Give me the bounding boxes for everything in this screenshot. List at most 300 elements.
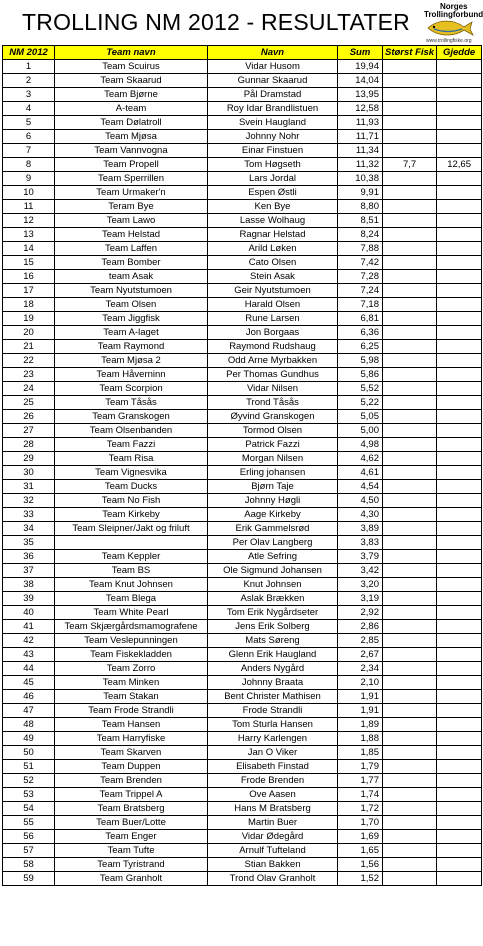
cell-sum: 6,25 xyxy=(338,340,383,354)
cell-pike xyxy=(437,312,482,326)
cell-name: Lasse Wolhaug xyxy=(208,214,338,228)
cell-team: Team Raymond xyxy=(55,340,208,354)
cell-rank: 6 xyxy=(3,130,55,144)
cell-biggest-fish xyxy=(383,130,437,144)
table-row xyxy=(3,256,482,270)
cell-rank: 15 xyxy=(3,256,55,270)
cell-name: Morgan Nilsen xyxy=(208,452,338,466)
cell-pike xyxy=(437,816,482,830)
cell-team: Team Buer/Lotte xyxy=(55,816,208,830)
table-row xyxy=(3,830,482,844)
cell-pike xyxy=(437,284,482,298)
cell-pike xyxy=(437,634,482,648)
cell-sum: 2,10 xyxy=(338,676,383,690)
cell-name: Lars Jordal xyxy=(208,172,338,186)
cell-biggest-fish xyxy=(383,564,437,578)
cell-pike xyxy=(437,564,482,578)
cell-team: Team Sleipner/Jakt og friluft xyxy=(55,522,208,536)
cell-rank: 29 xyxy=(3,452,55,466)
cell-biggest-fish xyxy=(383,872,437,886)
table-row xyxy=(3,228,482,242)
cell-name: Odd Arne Myrbakken xyxy=(208,354,338,368)
cell-pike xyxy=(437,130,482,144)
page-header xyxy=(0,0,483,46)
table-row xyxy=(3,452,482,466)
cell-team: Team Duppen xyxy=(55,760,208,774)
table-row xyxy=(3,200,482,214)
cell-name: Aage Kirkeby xyxy=(208,508,338,522)
cell-sum: 4,30 xyxy=(338,508,383,522)
cell-biggest-fish xyxy=(383,732,437,746)
cell-team: Team Bratsberg xyxy=(55,802,208,816)
cell-rank: 53 xyxy=(3,788,55,802)
cell-sum: 8,80 xyxy=(338,200,383,214)
cell-sum: 1,52 xyxy=(338,872,383,886)
cell-team: Team Minken xyxy=(55,676,208,690)
table-row xyxy=(3,634,482,648)
cell-name: Stein Asak xyxy=(208,270,338,284)
cell-pike xyxy=(437,326,482,340)
cell-team: Team Hansen xyxy=(55,718,208,732)
cell-sum: 1,91 xyxy=(338,704,383,718)
cell-rank: 4 xyxy=(3,102,55,116)
cell-sum: 2,92 xyxy=(338,606,383,620)
cell-team: Team White Pearl xyxy=(55,606,208,620)
cell-rank: 7 xyxy=(3,144,55,158)
cell-sum: 6,81 xyxy=(338,312,383,326)
cell-sum: 3,20 xyxy=(338,578,383,592)
cell-sum: 1,74 xyxy=(338,788,383,802)
cell-team: Team Tyristrand xyxy=(55,858,208,872)
cell-team: Team Brenden xyxy=(55,774,208,788)
cell-rank: 44 xyxy=(3,662,55,676)
logo xyxy=(418,0,482,46)
cell-pike xyxy=(437,270,482,284)
cell-pike xyxy=(437,74,482,88)
cell-biggest-fish xyxy=(383,340,437,354)
cell-pike xyxy=(437,466,482,480)
cell-sum: 7,88 xyxy=(338,242,383,256)
cell-team: Team Knut Johnsen xyxy=(55,578,208,592)
cell-name: Johnny Høgli xyxy=(208,494,338,508)
cell-pike xyxy=(437,424,482,438)
cell-sum: 11,32 xyxy=(338,158,383,172)
cell-sum: 1,72 xyxy=(338,802,383,816)
cell-biggest-fish xyxy=(383,74,437,88)
cell-name: Ove Aasen xyxy=(208,788,338,802)
cell-name: Hans M Bratsberg xyxy=(208,802,338,816)
cell-team: team Asak xyxy=(55,270,208,284)
table-row xyxy=(3,662,482,676)
cell-team: Team Trippel A xyxy=(55,788,208,802)
cell-name: Knut Johnsen xyxy=(208,578,338,592)
cell-biggest-fish xyxy=(383,508,437,522)
table-row xyxy=(3,438,482,452)
cell-sum: 11,34 xyxy=(338,144,383,158)
cell-biggest-fish xyxy=(383,522,437,536)
cell-name: Jens Erik Solberg xyxy=(208,620,338,634)
cell-sum: 14,04 xyxy=(338,74,383,88)
cell-pike xyxy=(437,214,482,228)
cell-rank: 32 xyxy=(3,494,55,508)
cell-rank: 17 xyxy=(3,284,55,298)
cell-team: Team BS xyxy=(55,564,208,578)
table-row xyxy=(3,732,482,746)
table-row xyxy=(3,522,482,536)
table-row xyxy=(3,592,482,606)
cell-team: Team Tufte xyxy=(55,844,208,858)
cell-team: Team Enger xyxy=(55,830,208,844)
cell-name: Cato Olsen xyxy=(208,256,338,270)
cell-rank: 41 xyxy=(3,620,55,634)
cell-team: Team No Fish xyxy=(55,494,208,508)
cell-rank: 55 xyxy=(3,816,55,830)
table-row xyxy=(3,578,482,592)
cell-pike xyxy=(437,494,482,508)
cell-name: Erling johansen xyxy=(208,466,338,480)
table-row xyxy=(3,746,482,760)
cell-biggest-fish xyxy=(383,186,437,200)
cell-team: Team Granskogen xyxy=(55,410,208,424)
cell-sum: 9,91 xyxy=(338,186,383,200)
cell-name: Arild Løken xyxy=(208,242,338,256)
table-row xyxy=(3,816,482,830)
cell-name: Per Olav Langberg xyxy=(208,536,338,550)
cell-team: Team Keppler xyxy=(55,550,208,564)
table-row xyxy=(3,74,482,88)
cell-sum: 10,38 xyxy=(338,172,383,186)
cell-sum: 1,56 xyxy=(338,858,383,872)
cell-biggest-fish xyxy=(383,634,437,648)
cell-biggest-fish xyxy=(383,466,437,480)
cell-rank: 14 xyxy=(3,242,55,256)
cell-pike xyxy=(437,172,482,186)
cell-rank: 23 xyxy=(3,368,55,382)
table-row xyxy=(3,102,482,116)
cell-pike xyxy=(437,60,482,74)
table-row xyxy=(3,550,482,564)
cell-biggest-fish xyxy=(383,172,437,186)
cell-sum: 3,42 xyxy=(338,564,383,578)
cell-sum: 19,94 xyxy=(338,60,383,74)
cell-pike xyxy=(437,704,482,718)
cell-sum: 2,85 xyxy=(338,634,383,648)
cell-rank: 5 xyxy=(3,116,55,130)
cell-team xyxy=(55,536,208,550)
cell-biggest-fish xyxy=(383,116,437,130)
cell-sum: 5,86 xyxy=(338,368,383,382)
cell-name: Aslak Brækken xyxy=(208,592,338,606)
cell-pike xyxy=(437,256,482,270)
cell-pike xyxy=(437,200,482,214)
cell-pike xyxy=(437,522,482,536)
cell-name: Anders Nygård xyxy=(208,662,338,676)
cell-rank: 8 xyxy=(3,158,55,172)
cell-pike xyxy=(437,620,482,634)
cell-name: Gunnar Skaarud xyxy=(208,74,338,88)
cell-name: Tom Høgseth xyxy=(208,158,338,172)
cell-pike xyxy=(437,508,482,522)
page-title: TROLLING NM 2012 - RESULTATER xyxy=(22,9,410,35)
cell-rank: 3 xyxy=(3,88,55,102)
cell-team: Team Bomber xyxy=(55,256,208,270)
cell-team: Team Fiskekladden xyxy=(55,648,208,662)
table-row xyxy=(3,872,482,886)
cell-name: Vidar Ødegård xyxy=(208,830,338,844)
cell-team: Team Risa xyxy=(55,452,208,466)
cell-biggest-fish xyxy=(383,536,437,550)
table-row xyxy=(3,144,482,158)
cell-rank: 49 xyxy=(3,732,55,746)
cell-team: Team Scorpion xyxy=(55,382,208,396)
cell-biggest-fish xyxy=(383,256,437,270)
cell-name: Roy Idar Brandlistuen xyxy=(208,102,338,116)
cell-biggest-fish xyxy=(383,620,437,634)
cell-name: Atle Sefring xyxy=(208,550,338,564)
cell-biggest-fish xyxy=(383,648,437,662)
cell-biggest-fish xyxy=(383,214,437,228)
cell-sum: 1,79 xyxy=(338,760,383,774)
cell-sum: 1,65 xyxy=(338,844,383,858)
cell-pike xyxy=(437,116,482,130)
cell-sum: 8,51 xyxy=(338,214,383,228)
cell-team: Team Olsenbanden xyxy=(55,424,208,438)
cell-team: Team Bjørne xyxy=(55,88,208,102)
cell-sum: 3,89 xyxy=(338,522,383,536)
fish-icon xyxy=(420,18,476,38)
cell-rank: 54 xyxy=(3,802,55,816)
cell-team: Team Vignesvika xyxy=(55,466,208,480)
cell-sum: 4,61 xyxy=(338,466,383,480)
cell-team: Team Nyutstumoen xyxy=(55,284,208,298)
cell-rank: 34 xyxy=(3,522,55,536)
cell-team: Team Ducks xyxy=(55,480,208,494)
cell-pike xyxy=(437,438,482,452)
cell-biggest-fish xyxy=(383,284,437,298)
table-row xyxy=(3,354,482,368)
cell-team: Team Skaarud xyxy=(55,74,208,88)
cell-pike xyxy=(437,662,482,676)
cell-biggest-fish xyxy=(383,424,437,438)
table-row xyxy=(3,284,482,298)
cell-rank: 22 xyxy=(3,354,55,368)
cell-biggest-fish xyxy=(383,312,437,326)
cell-sum: 6,36 xyxy=(338,326,383,340)
cell-biggest-fish xyxy=(383,676,437,690)
table-row xyxy=(3,718,482,732)
table-row xyxy=(3,214,482,228)
col-header-biggest-fish: Størst Fisk xyxy=(383,46,437,60)
cell-biggest-fish xyxy=(383,774,437,788)
cell-sum: 4,62 xyxy=(338,452,383,466)
cell-sum: 2,34 xyxy=(338,662,383,676)
cell-team: Team Dølatroll xyxy=(55,116,208,130)
cell-name: Jan O Viker xyxy=(208,746,338,760)
cell-biggest-fish xyxy=(383,494,437,508)
table-row xyxy=(3,858,482,872)
cell-biggest-fish xyxy=(383,60,437,74)
cell-pike: 12,65 xyxy=(437,158,482,172)
cell-biggest-fish xyxy=(383,844,437,858)
cell-sum: 1,77 xyxy=(338,774,383,788)
cell-pike xyxy=(437,802,482,816)
table-row xyxy=(3,298,482,312)
cell-pike xyxy=(437,452,482,466)
cell-sum: 2,67 xyxy=(338,648,383,662)
cell-team: Team Propell xyxy=(55,158,208,172)
cell-name: Patrick Fazzi xyxy=(208,438,338,452)
cell-name: Bjørn Taje xyxy=(208,480,338,494)
cell-sum: 12,58 xyxy=(338,102,383,116)
cell-name: Stian Bakken xyxy=(208,858,338,872)
col-header-name: Navn xyxy=(208,46,338,60)
cell-sum: 2,86 xyxy=(338,620,383,634)
cell-name: Martin Buer xyxy=(208,816,338,830)
cell-biggest-fish xyxy=(383,102,437,116)
cell-name: Tom Erik Nygårdseter xyxy=(208,606,338,620)
cell-team: Team Scuirus xyxy=(55,60,208,74)
cell-rank: 36 xyxy=(3,550,55,564)
table-row xyxy=(3,368,482,382)
cell-team: Team Stakan xyxy=(55,690,208,704)
cell-biggest-fish xyxy=(383,200,437,214)
cell-sum: 11,93 xyxy=(338,116,383,130)
cell-pike xyxy=(437,298,482,312)
cell-biggest-fish xyxy=(383,368,437,382)
cell-rank: 12 xyxy=(3,214,55,228)
cell-sum: 4,54 xyxy=(338,480,383,494)
table-row xyxy=(3,60,482,74)
cell-biggest-fish xyxy=(383,242,437,256)
cell-pike xyxy=(437,242,482,256)
cell-sum: 3,19 xyxy=(338,592,383,606)
cell-rank: 30 xyxy=(3,466,55,480)
cell-sum: 3,79 xyxy=(338,550,383,564)
cell-team: Team Skarven xyxy=(55,746,208,760)
col-header-rank: NM 2012 xyxy=(3,46,55,60)
cell-biggest-fish xyxy=(383,382,437,396)
cell-pike xyxy=(437,410,482,424)
cell-team: Team Olsen xyxy=(55,298,208,312)
cell-name: Tormod Olsen xyxy=(208,424,338,438)
cell-team: Team Harryfiske xyxy=(55,732,208,746)
cell-sum: 7,24 xyxy=(338,284,383,298)
table-header-row xyxy=(3,46,482,60)
logo-url: www.trollingfiske.org xyxy=(426,38,472,44)
cell-name: Arnulf Tufteland xyxy=(208,844,338,858)
table-row xyxy=(3,508,482,522)
cell-biggest-fish xyxy=(383,746,437,760)
cell-sum: 4,98 xyxy=(338,438,383,452)
cell-team: A-team xyxy=(55,102,208,116)
cell-rank: 57 xyxy=(3,844,55,858)
cell-team: Teram Bye xyxy=(55,200,208,214)
cell-rank: 43 xyxy=(3,648,55,662)
cell-rank: 11 xyxy=(3,200,55,214)
cell-pike xyxy=(437,718,482,732)
cell-pike xyxy=(437,676,482,690)
cell-rank: 38 xyxy=(3,578,55,592)
col-header-team: Team navn xyxy=(55,46,208,60)
cell-sum: 7,42 xyxy=(338,256,383,270)
cell-sum: 4,50 xyxy=(338,494,383,508)
cell-biggest-fish xyxy=(383,410,437,424)
table-row xyxy=(3,312,482,326)
cell-rank: 33 xyxy=(3,508,55,522)
cell-name: Johnny Nohr xyxy=(208,130,338,144)
cell-name: Trond Tåsås xyxy=(208,396,338,410)
cell-pike xyxy=(437,228,482,242)
cell-name: Øyvind Granskogen xyxy=(208,410,338,424)
cell-name: Johnny Braata xyxy=(208,676,338,690)
cell-team: Team Fazzi xyxy=(55,438,208,452)
cell-biggest-fish xyxy=(383,718,437,732)
cell-rank: 51 xyxy=(3,760,55,774)
cell-sum: 1,69 xyxy=(338,830,383,844)
cell-biggest-fish xyxy=(383,606,437,620)
cell-rank: 52 xyxy=(3,774,55,788)
table-row xyxy=(3,130,482,144)
cell-team: Team A-laget xyxy=(55,326,208,340)
cell-rank: 35 xyxy=(3,536,55,550)
table-body xyxy=(3,60,482,886)
cell-name: Frode Brenden xyxy=(208,774,338,788)
cell-team: Team Vannvogna xyxy=(55,144,208,158)
col-header-sum: Sum xyxy=(338,46,383,60)
table-row xyxy=(3,564,482,578)
cell-team: Team Zorro xyxy=(55,662,208,676)
cell-sum: 5,98 xyxy=(338,354,383,368)
table-row xyxy=(3,466,482,480)
cell-name: Espen Østli xyxy=(208,186,338,200)
cell-name: Jon Borgaas xyxy=(208,326,338,340)
cell-rank: 9 xyxy=(3,172,55,186)
cell-rank: 48 xyxy=(3,718,55,732)
cell-rank: 25 xyxy=(3,396,55,410)
cell-sum: 1,85 xyxy=(338,746,383,760)
cell-sum: 7,18 xyxy=(338,298,383,312)
cell-biggest-fish xyxy=(383,578,437,592)
table-row xyxy=(3,480,482,494)
table-row xyxy=(3,396,482,410)
cell-biggest-fish xyxy=(383,298,437,312)
cell-biggest-fish xyxy=(383,144,437,158)
cell-pike xyxy=(437,102,482,116)
table-row xyxy=(3,802,482,816)
cell-pike xyxy=(437,844,482,858)
cell-biggest-fish xyxy=(383,396,437,410)
cell-name: Bent Christer Mathisen xyxy=(208,690,338,704)
cell-team: Team Mjøsa xyxy=(55,130,208,144)
table-row xyxy=(3,620,482,634)
cell-rank: 56 xyxy=(3,830,55,844)
cell-name: Geir Nyutstumoen xyxy=(208,284,338,298)
cell-biggest-fish xyxy=(383,830,437,844)
cell-name: Elisabeth Finstad xyxy=(208,760,338,774)
cell-name: Vidar Husom xyxy=(208,60,338,74)
cell-rank: 10 xyxy=(3,186,55,200)
table-row xyxy=(3,704,482,718)
cell-pike xyxy=(437,774,482,788)
cell-biggest-fish: 7,7 xyxy=(383,158,437,172)
cell-name: Rune Larsen xyxy=(208,312,338,326)
table-row xyxy=(3,242,482,256)
cell-pike xyxy=(437,760,482,774)
table-row xyxy=(3,788,482,802)
cell-biggest-fish xyxy=(383,662,437,676)
cell-biggest-fish xyxy=(383,326,437,340)
cell-pike xyxy=(437,340,482,354)
